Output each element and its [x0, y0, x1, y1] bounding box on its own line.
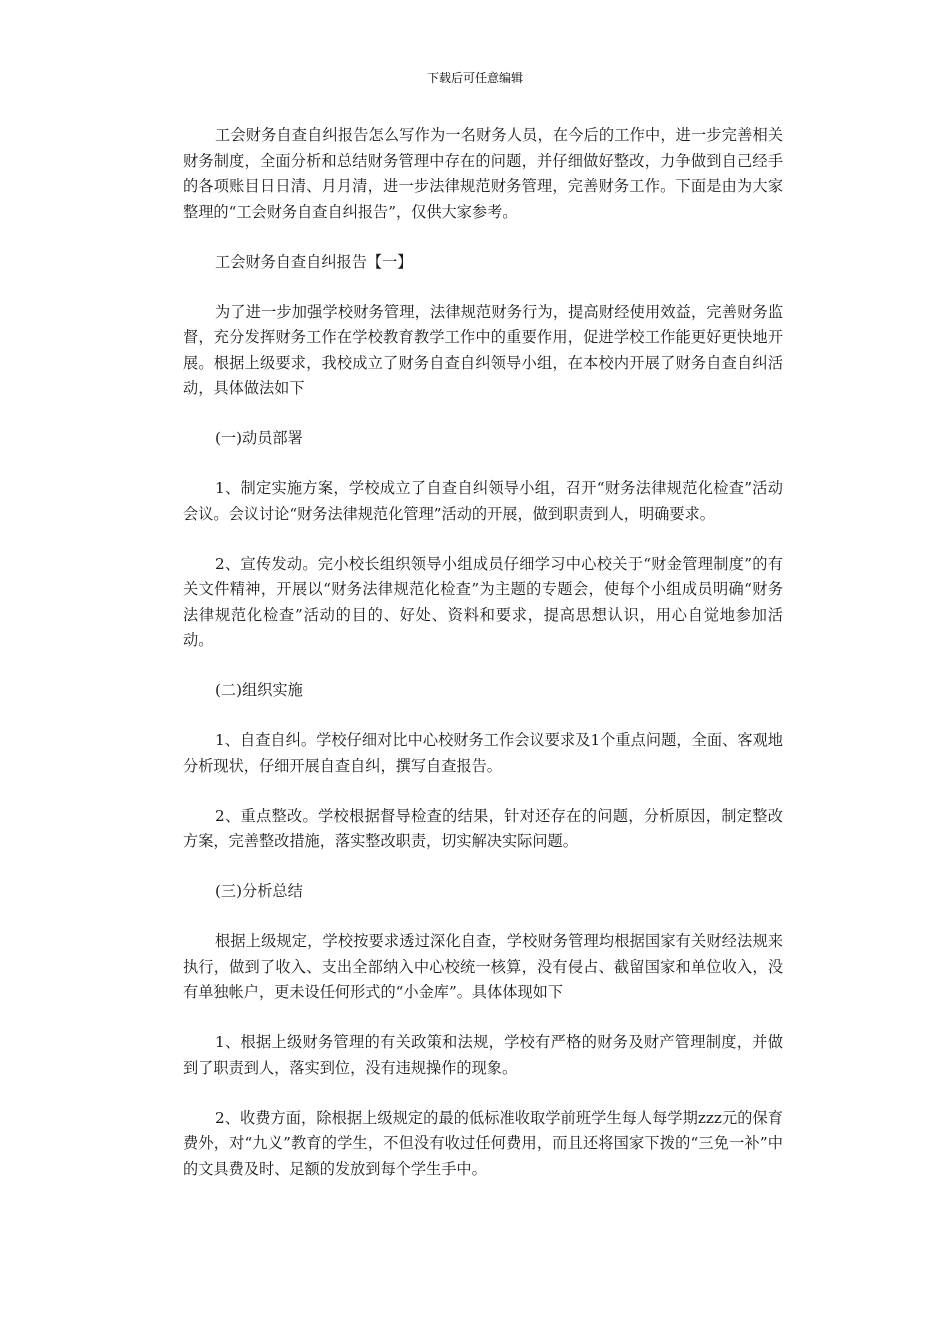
intro-paragraph: 工会财务自查自纠报告怎么写作为一名财务人员，在今后的工作中，进一步完善相关财务制度，全面分析和总结财务管理中存在的问题，并仔细做好整改，力争做到自己经手的各项账目日日清、月月清，进一步法律规范财务管理，完善财务工作。下面是由为大家整理的“工会财务自查自纠报告”，仅供大家参考。: [183, 126, 783, 221]
body-paragraph: 1、制定实施方案，学校成立了自查自纠领导小组，召开“财务法律规范化检查”活动会议。会议讨论“财务法律规范化管理”活动的开展，做到职责到人，明确要求。: [183, 479, 783, 523]
page-header: 下载后可任意编辑: [426, 71, 523, 85]
body-paragraph: 2、收费方面，除根据上级规定的最的低标准收取学前班学生每人每学期zzz元的保育费外，对“九义”教育的学生，不但没有收过任何费用，而且还将国家下拨的“三免一补”中的文具费及时、足额的发放到每个学生手中。: [183, 1108, 783, 1178]
body-paragraph: 2、宣传发动。完小校长组织领导小组成员仔细学习中心校关于“财金管理制度”的有关文件精神，开展以“财务法律规范化检查”为主题的专题会，使每个小组成员明确“财务法律规范化检查”活动的目的、好处、资料和要求，提高思想认识，用心自觉地参加活动。: [183, 554, 783, 649]
body-paragraph: 根据上级规定，学校按要求透过深化自查，学校财务管理均根据国家有关财经法规来执行，做到了收入、支出全部纳入中心校统一核算，没有侵占、截留国家和单位收入，没有单独帐户，更未设任何形式的“小金库”。具体体现如下: [183, 932, 783, 1001]
subsection-heading: (二)组织实施: [215, 681, 303, 699]
body-paragraph: 为了进一步加强学校财务管理，法律规范财务行为，提高财经使用效益，完善财务监督，充分发挥财务工作在学校教育教学工作中的重要作用，促进学校工作能更好更快地开展。根据上级要求，我校成立了财务自查自纠领导小组，在本校内开展了财务自查自纠活动，具体做法如下: [183, 302, 783, 397]
section-title: 工会财务自查自纠报告【一】: [215, 252, 413, 271]
subsection-heading: (一)动员部署: [215, 429, 303, 447]
subsection-heading: (三)分析总结: [215, 882, 303, 900]
body-paragraph: 1、自查自纠。学校仔细对比中心校财务工作会议要求及1个重点问题，全面、客观地分析现状，仔细开展自查自纠，撰写自查报告。: [183, 731, 783, 775]
body-paragraph: 1、根据上级财务管理的有关政策和法规，学校有严格的财务及财产管理制度，并做到了职责到人，落实到位，没有违规操作的现象。: [183, 1033, 783, 1077]
body-paragraph: 2、重点整改。学校根据督导检查的结果，针对还存在的问题，分析原因，制定整改方案，完善整改措施，落实整改职责，切实解决实际问题。: [183, 806, 783, 850]
document-body: [183, 123, 783, 1207]
